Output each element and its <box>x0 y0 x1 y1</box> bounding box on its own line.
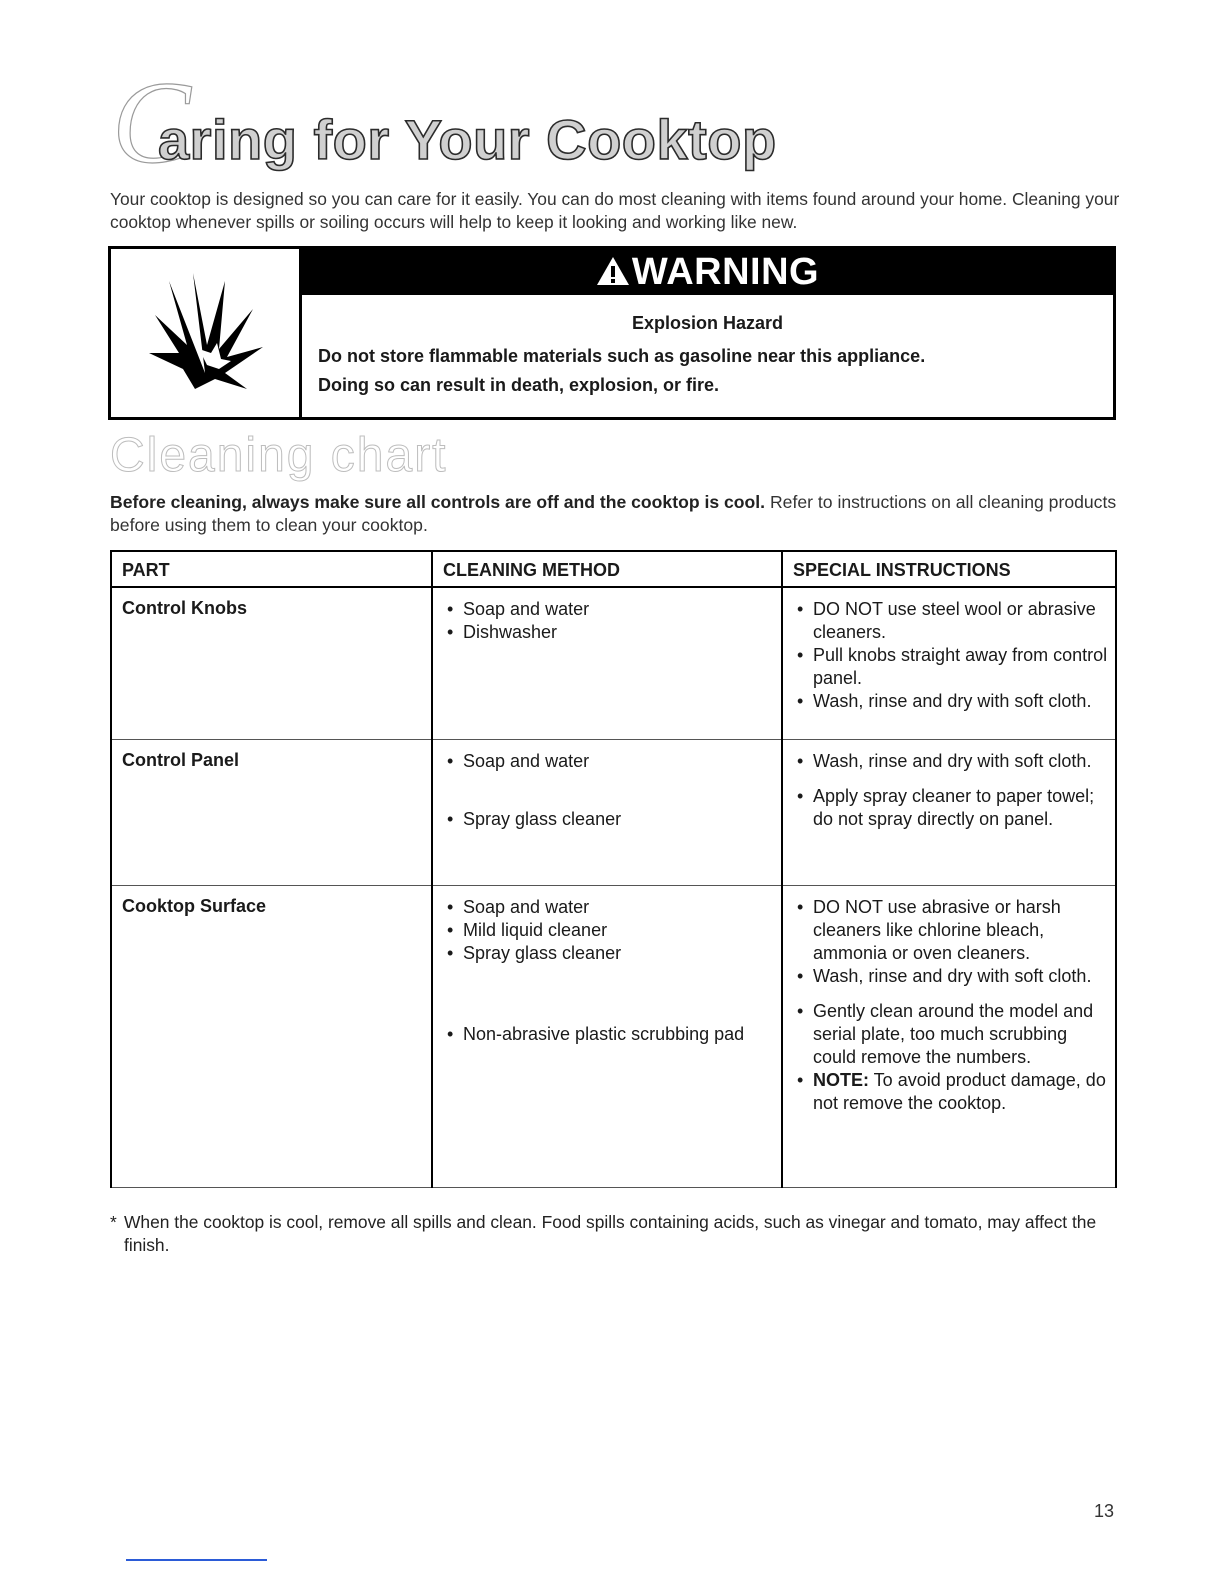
header-part: PART <box>111 551 432 587</box>
footnote <box>110 1211 1120 1257</box>
header-cleaning-method: CLEANING METHOD <box>432 551 782 587</box>
instruction-item: • Wash, rinse and dry with soft cloth. <box>797 750 1109 773</box>
instruction-cell <box>782 587 1116 739</box>
table-row <box>111 587 1116 739</box>
part-cell <box>111 587 432 739</box>
page-title <box>112 57 1012 188</box>
instruction-cell <box>782 885 1116 1187</box>
footnote-text: When the cooktop is cool, remove all spills and clean. Food spills containing acids, such as vinegar and tomato, may affect the finish. <box>124 1212 1097 1255</box>
part-name: Control Panel <box>122 749 240 770</box>
method-item: • Spray glass cleaner <box>447 942 775 965</box>
instruction-item: • Wash, rinse and dry with soft cloth. <box>797 690 1109 713</box>
hazard-line-2: Doing so can result in death, explosion, or fire. <box>318 375 720 395</box>
title-text: aring for Your Cooktop <box>158 108 777 171</box>
instruction-cell <box>782 739 1116 885</box>
header-special-instructions: SPECIAL INSTRUCTIONS <box>782 551 1116 587</box>
part-name: Control Knobs <box>122 598 247 618</box>
note-text: To avoid product damage, do not remove the cooktop. <box>813 1069 1106 1113</box>
explosion-icon <box>135 261 275 401</box>
part-cell <box>111 885 432 1187</box>
page-number: 13 <box>1093 1501 1114 1521</box>
title-initial: C <box>112 57 191 188</box>
intro-paragraph: Your cooktop is designed so you can care for it easily. You can do most cleaning with items found around your home. Cleaning your cooktop whenever spills or soiling occurs will help to keep it looking and working like new. <box>110 189 1120 232</box>
cleaning-chart-table <box>110 550 1117 1188</box>
part-cell <box>111 739 432 885</box>
warning-icon-cell <box>111 249 302 417</box>
before-cleaning-rest: Refer to instructions on all cleaning products before using them to clean your cooktop. <box>110 492 1117 535</box>
instruction-item: • Gently clean around the model and serial plate, too much scrubbing could remove the numbers. <box>797 1000 1109 1069</box>
method-item: • Soap and water <box>447 598 775 621</box>
before-cleaning-emphasis: Before cleaning, always make sure all controls are off and the cooktop is cool. <box>110 492 766 512</box>
warning-header <box>302 249 1113 295</box>
method-item: • Dishwasher <box>447 621 775 644</box>
table-header-row <box>111 551 1116 587</box>
method-item: • Soap and water <box>447 896 775 919</box>
footnote-marker: * <box>110 1212 117 1232</box>
instruction-item: • DO NOT use steel wool or abrasive cleaners. <box>797 598 1109 644</box>
method-item: • Spray glass cleaner <box>447 808 775 831</box>
method-cell <box>432 587 782 739</box>
alert-triangle-icon <box>596 249 630 289</box>
warning-box <box>108 246 1116 420</box>
method-item: • Mild liquid cleaner <box>447 919 775 942</box>
table-row <box>111 739 1116 885</box>
instruction-item: • Apply spray cleaner to paper towel; do not spray directly on panel. <box>797 785 1109 831</box>
method-item: • Soap and water <box>447 750 775 773</box>
instruction-item: • Pull knobs straight away from control panel. <box>797 644 1109 690</box>
section-title: Cleaning chart <box>110 429 448 482</box>
method-cell <box>432 885 782 1187</box>
warning-header-label: WARNING <box>631 251 820 293</box>
table-row <box>111 885 1116 1187</box>
bottom-rule <box>126 1559 267 1561</box>
hazard-title: Explosion Hazard <box>631 313 784 333</box>
instruction-item: • Wash, rinse and dry with soft cloth. <box>797 965 1109 988</box>
note-label: NOTE: <box>813 1069 869 1090</box>
note-item <box>797 1069 1109 1115</box>
method-item: • Non-abrasive plastic scrubbing pad <box>447 1023 775 1046</box>
hazard-line-1: Do not store flammable materials such as gasoline near this appliance. <box>318 346 926 366</box>
instruction-item: • DO NOT use abrasive or harsh cleaners like chlorine bleach, ammonia or oven cleaners. <box>797 896 1109 965</box>
part-name: Cooktop Surface <box>122 895 267 916</box>
before-cleaning-paragraph <box>110 491 1120 537</box>
method-cell <box>432 739 782 885</box>
